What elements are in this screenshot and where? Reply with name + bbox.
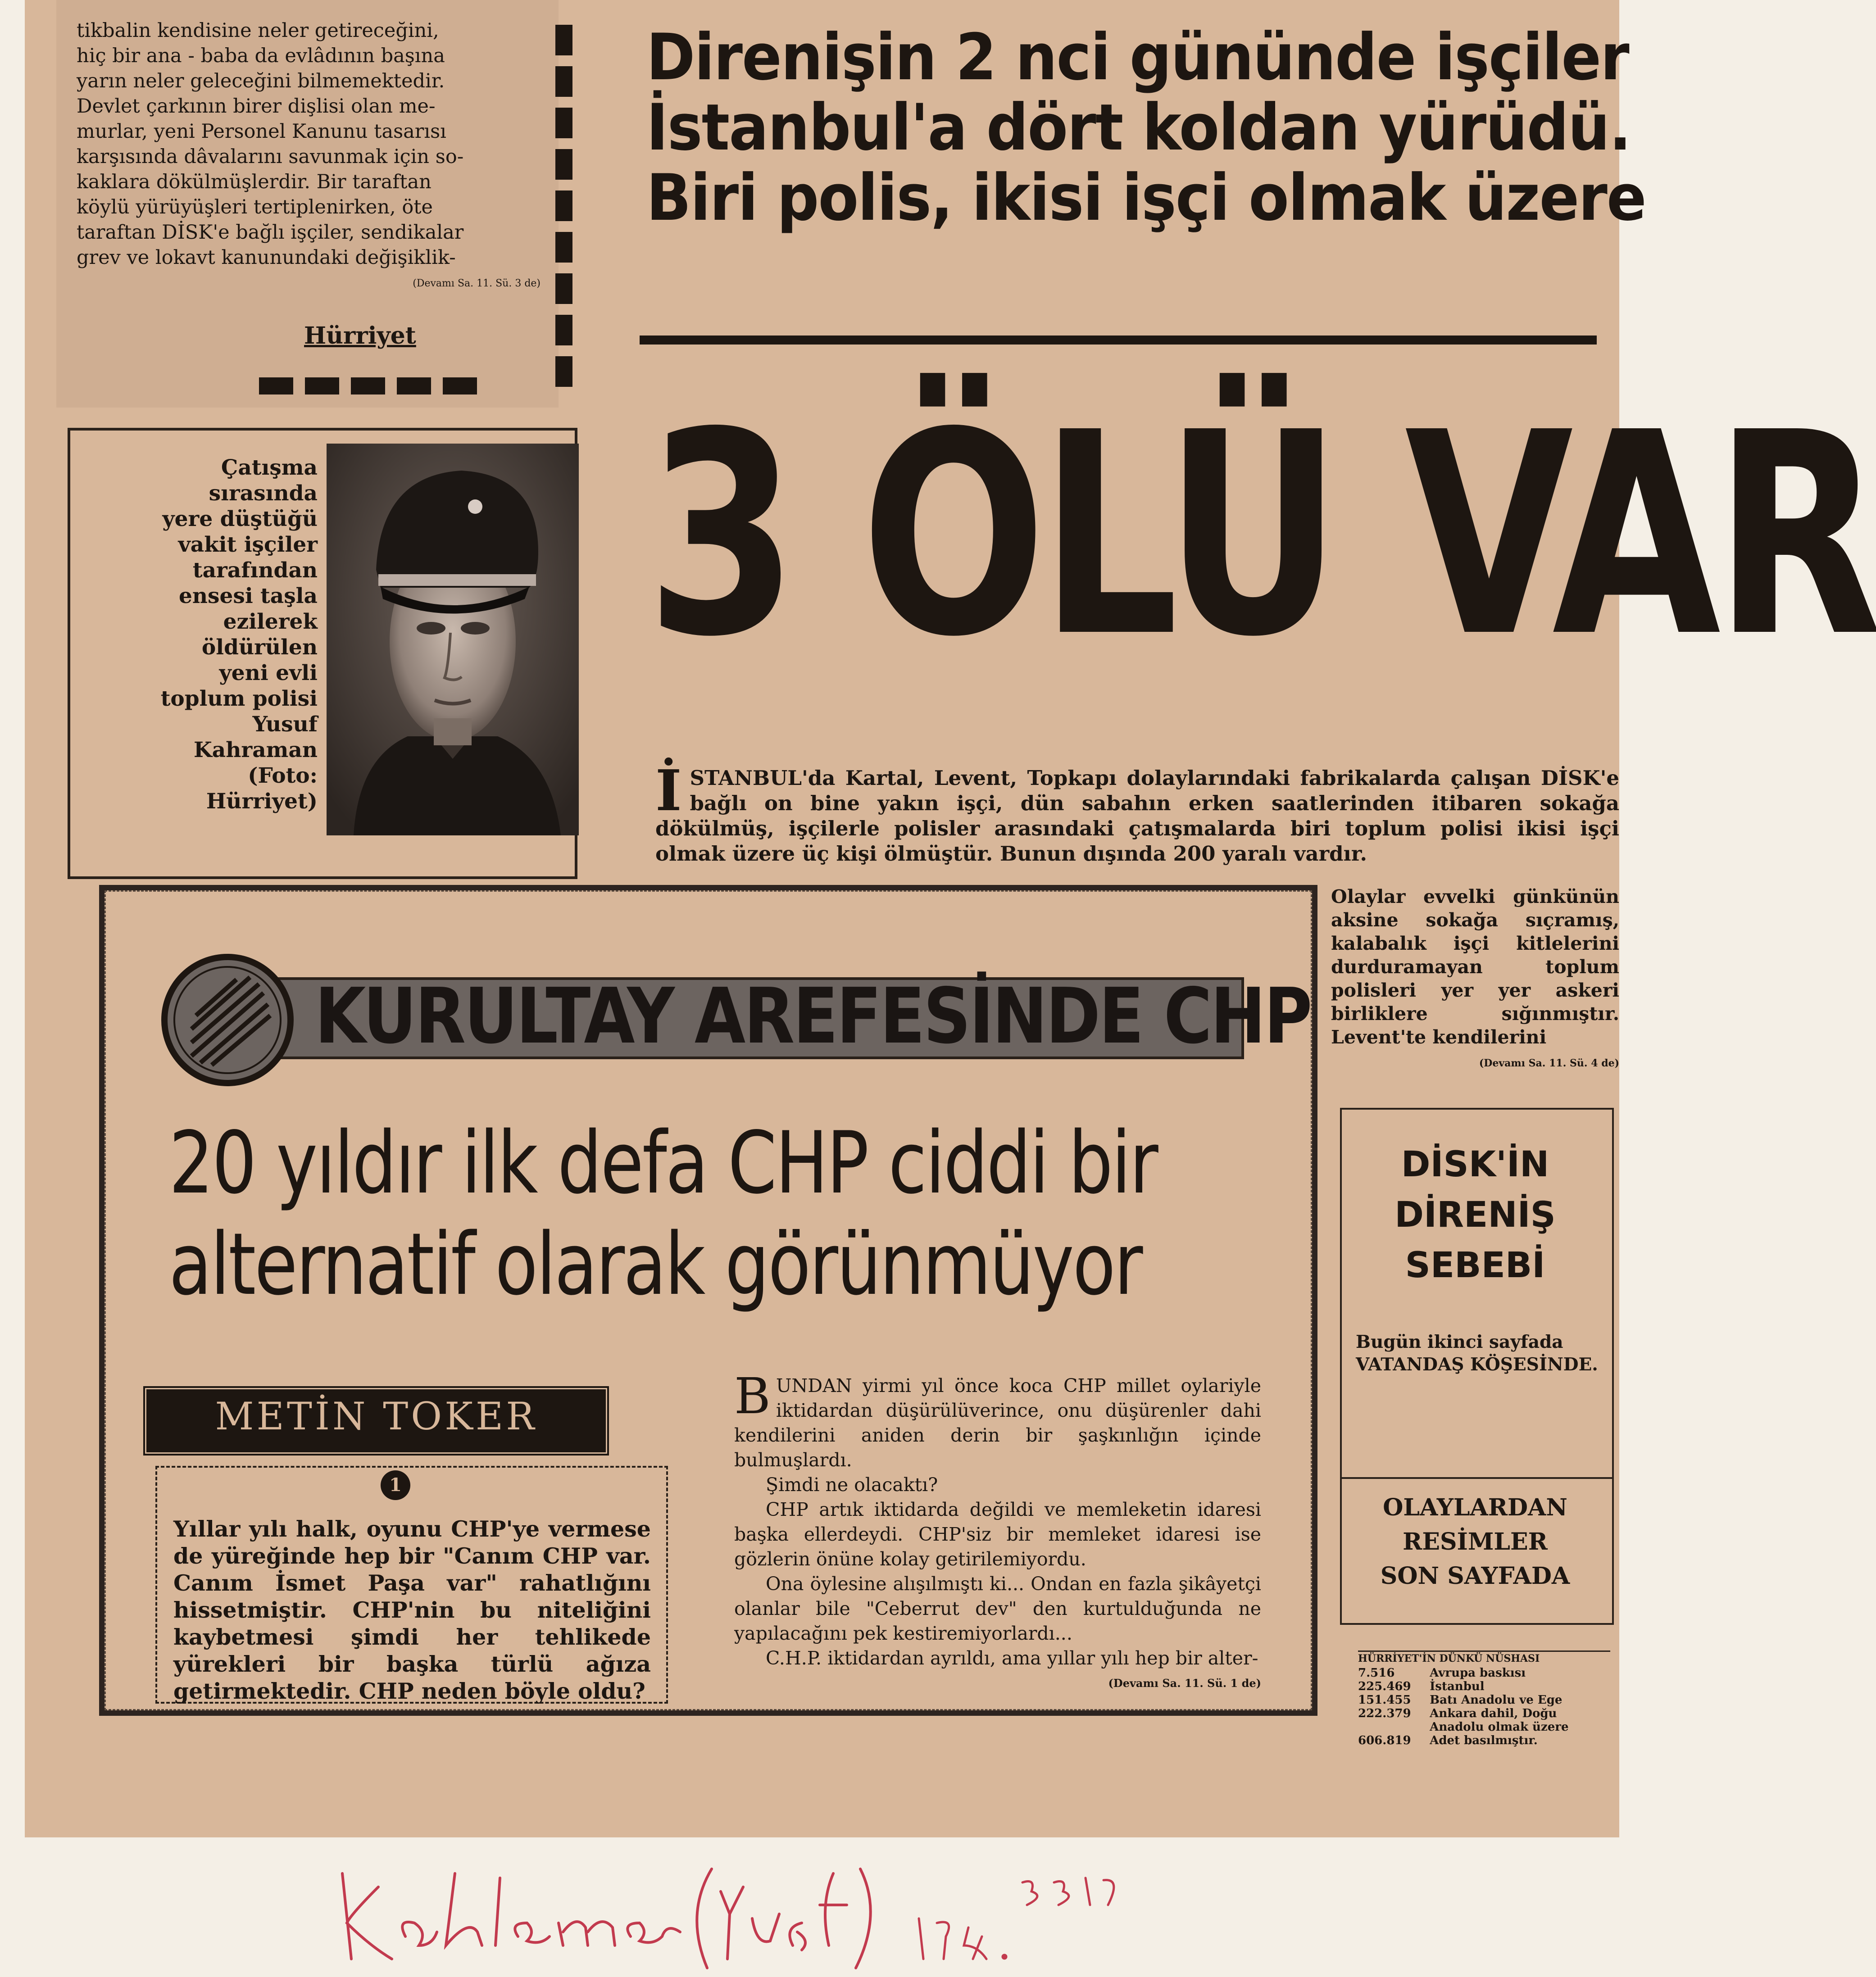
olaylar-box-text: OLAYLARDAN RESİMLER SON SAYFADA	[1380, 1494, 1570, 1590]
teaser-line: Devlet çarkının birer dişlisi olan me-	[77, 95, 436, 118]
number-badge: 1	[381, 1470, 410, 1500]
right-column-continued: (Devamı Sa. 11. Sü. 4 de)	[1479, 1057, 1619, 1069]
teaser-line: grev ve lokavt kanunundaki değişiklik-	[77, 246, 456, 269]
headline-line: Direnişin 2 nci gününde işçiler	[646, 20, 1629, 95]
big-headline: 3 ÖLÜ VAR	[646, 373, 1876, 698]
headline-rule	[640, 336, 1597, 345]
article-paragraph: Ona öylesine alışılmıştı ki... Ondan en fazla şikâyetçi olanlar bile "Ceberrut dev" den kurtulduğunda ne yapılacağını pek kestiremiyorlardı...	[734, 1573, 1261, 1644]
police-officer-photo	[327, 444, 579, 835]
circulation-row: 222.379 Ankara dahil, Doğu	[1358, 1707, 1557, 1720]
chp-subheadline: 20 yıldır ilk defa CHP ciddi bir alternatif olarak görünmüyor	[169, 1113, 1157, 1314]
teaser-line: köylü yürüyüşleri tertiplenirken, öte	[77, 196, 433, 218]
circulation-row: Anadolu olmak üzere	[1430, 1720, 1569, 1734]
teaser-line: yarın neler geleceğini bilmemektedir.	[77, 70, 445, 92]
circulation-row: 7.516 Avrupa baskısı	[1358, 1666, 1526, 1680]
headline-line: İstanbul'a dört koldan yürüdü.	[646, 91, 1631, 165]
main-headline	[646, 20, 1646, 235]
chp-banner-text: KURULTAY AREFESİNDE CHP	[315, 972, 1311, 1061]
right-column-text: Olaylar evvelki günkünün aksine sokağa sıçramış, kalabalık işçi kitlelerini durduramayan toplum polisleri yer yer askeri birliklere sığınmıştır. Levent'te kendilerini	[1331, 886, 1619, 1048]
circulation-row: 151.455 Batı Anadolu ve Ege	[1358, 1693, 1563, 1707]
handwritten-annotation	[324, 1855, 1135, 1977]
circulation-row: 225.469 İstanbul	[1358, 1680, 1485, 1693]
teaser-line: kaklara dökülmüşlerdir. Bir taraftan	[77, 171, 432, 193]
teaser-line: tikbalin kendisine neler getireceğini,	[77, 19, 439, 42]
dashed-border-vertical	[555, 25, 572, 390]
newspaper-clipping	[25, 0, 1876, 1837]
author-name: METİN TOKER	[215, 1394, 537, 1438]
lead-paragraph	[655, 758, 1619, 866]
drop-cap: İ	[655, 758, 682, 824]
drop-cap: B	[734, 1367, 771, 1425]
circulation-table	[1358, 1666, 1610, 1747]
teaser-continued: (Devamı Sa. 11. Sü. 3 de)	[413, 278, 541, 289]
right-column-story	[1331, 885, 1619, 1075]
chp-article: BUNDAN yirmi yıl önce koca CHP millet oylariyle iktidardan düşürülüverince, onu düşürenler dahi kendilerini aniden derin bir şaşkınlığın içinde bulmuşlardı. Şimdi ne olacaktı? CHP artık iktidarda değildi ve memleketin idaresi başka ellerdeydi. CHP'siz bir memleket idaresi ise gözlerin önüne kolay getirilemiyordu. Ona öylesine alışılmıştı ki... Ondan en fazla şikâyetçi olanlar bile "Ceberrut dev" den kurtulduğunda ne yapılacağını pek kestiremiyorlardı... C.H.P. iktidardan ayrıldı, ama yıllar yılı hep bir alter- (Devamı Sa. 11. Sü. 1 de)	[734, 1374, 1261, 1696]
chp-six-arrows-logo	[160, 952, 295, 1088]
photo-caption: Çatışma sırasında yere düştüğü vakit işçiler tarafından ensesi taşla ezilerek öldürülen yeni evli toplum polisi Yusuf Kahraman (Foto: Hürriyet)	[160, 455, 318, 814]
article-paragraph: Şimdi ne olacaktı?	[766, 1474, 938, 1496]
article-paragraph: C.H.P. iktidardan ayrıldı, ama yıllar yılı hep bir alter-	[766, 1647, 1258, 1669]
article-paragraph: CHP artık iktidarda değildi ve memleketin idaresi başka ellerdeydi. CHP'siz bir memleket idaresi ise gözlerin önüne kolay getirilemiyordu.	[734, 1499, 1261, 1570]
pullquote-text: Yıllar yılı halk, oyunu CHP'ye vermese de yüreğinde hep bir "Canım CHP var. Canım İsmet Paşa var" rahatlığını hissetmiştir. CHP'nin bu niteliğini kaybetmesi şimdi her tehlikede yürekleri bir başka türlü ağıza getirmektedir. CHP neden böyle oldu?	[173, 1516, 651, 1704]
teaser-line: karşısında dâvalarını savunmak için so-	[77, 145, 464, 168]
article-continued: (Devamı Sa. 11. Sü. 1 de)	[1108, 1677, 1261, 1690]
teaser-line: taraftan DİSK'e bağlı işçiler, sendikalar	[77, 221, 464, 244]
circulation-title: HÜRRİYET'İN DÜNKÜ NÜSHASI	[1358, 1651, 1610, 1664]
circulation-row: 606.819 Adet basılmıştır.	[1358, 1734, 1538, 1747]
teaser-line: hiç bir ana - baba da evlâdının başına	[77, 45, 445, 67]
disk-box-subtitle: Bugün ikinci sayfada VATANDAŞ KÖŞESİNDE.	[1356, 1332, 1598, 1375]
headline-line: Biri polis, ikisi işçi olmak üzere	[646, 161, 1646, 235]
teaser-line: murlar, yeni Personel Kanunu tasarısı	[77, 120, 446, 143]
hurriyet-signature: Hürriyet	[304, 322, 416, 349]
teaser-text	[77, 18, 541, 296]
lead-text: STANBUL'da Kartal, Levent, Topkapı dolaylarındaki fabrikalarda çalışan DİSK'e bağlı on bine yakın işçi, dün sabahın erken saatlerinden itibaren sokağa dökülmüş, işçilerle polisler arasındaki çatışmalarda biri toplum polisi ikisi işçi olmak üzere üç kişi ölmüştür. Bunun dışında 200 yaralı vardır.	[655, 766, 1619, 866]
dashed-border-horizontal	[259, 377, 529, 394]
disk-box-title: DİSK'İN DİRENİŞ SEBEBİ	[1395, 1144, 1556, 1286]
